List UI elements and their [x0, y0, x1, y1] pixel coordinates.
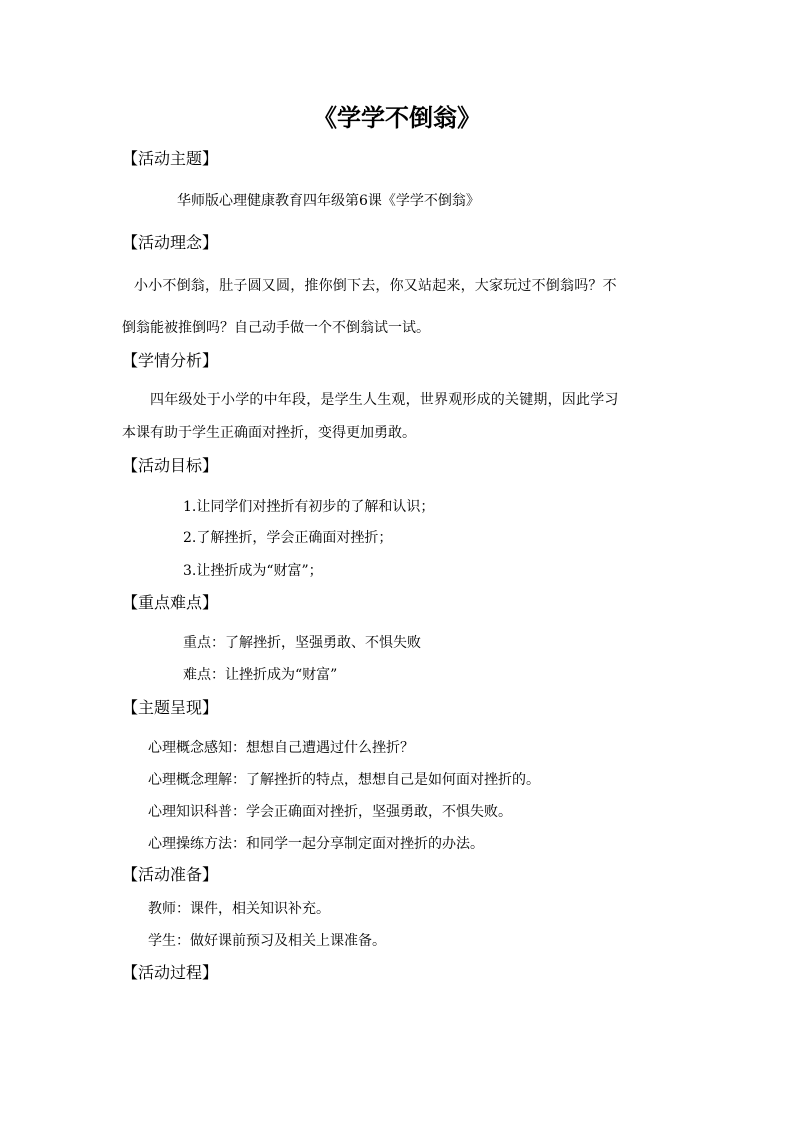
- section-heading-theme: 【活动主题】: [122, 149, 219, 168]
- theme-text: 华师版心理健康教育四年级第6课《学学不倒翁》: [177, 193, 480, 209]
- presentation-item: 心理概念理解：了解挫折的特点，想想自己是如何面对挫折的。: [148, 772, 540, 788]
- key-point-text: 重点：了解挫折，坚强勇敢、不惧失败: [183, 635, 421, 651]
- section-heading-process: 【活动过程】: [122, 963, 219, 982]
- section-heading-goals: 【活动目标】: [122, 456, 219, 475]
- section-heading-key-points: 【重点难点】: [122, 593, 219, 612]
- analysis-line-1: 四年级处于小学的中年段，是学生人生观，世界观形成的关键期，因此学习: [150, 392, 619, 408]
- concept-line-1: 小小不倒翁，肚子圆又圆，推你倒下去，你又站起来，大家玩过不倒翁吗？不: [134, 278, 617, 294]
- presentation-item: 心理知识科普：学会正确面对挫折，坚强勇敢，不惧失败。: [148, 804, 512, 820]
- section-heading-preparation: 【活动准备】: [122, 865, 219, 884]
- goal-item: 1.让同学们对挫折有初步的了解和认识；: [183, 499, 435, 515]
- section-heading-analysis: 【学情分析】: [122, 351, 219, 370]
- goal-item: 2.了解挫折，学会正确面对挫折；: [183, 530, 393, 546]
- document-title: 《学学不倒翁》: [313, 104, 481, 132]
- section-heading-concept: 【活动理念】: [122, 233, 219, 252]
- presentation-item: 心理操练方法：和同学一起分享制定面对挫折的办法。: [148, 836, 484, 852]
- presentation-item: 心理概念感知：想想自己遭遇过什么挫折？: [148, 740, 414, 756]
- analysis-line-2: 本课有助于学生正确面对挫折，变得更加勇敢。: [122, 425, 416, 441]
- difficulty-text: 难点：让挫折成为“财富”: [183, 667, 338, 683]
- preparation-teacher: 教师：课件，相关知识补充。: [148, 901, 330, 917]
- preparation-student: 学生：做好课前预习及相关上课准备。: [148, 933, 386, 949]
- concept-line-2: 倒翁能被推倒吗？自己动手做一个不倒翁试一试。: [122, 320, 430, 336]
- goal-item: 3.让挫折成为“财富”；: [183, 563, 323, 579]
- section-heading-presentation: 【主题呈现】: [122, 698, 219, 717]
